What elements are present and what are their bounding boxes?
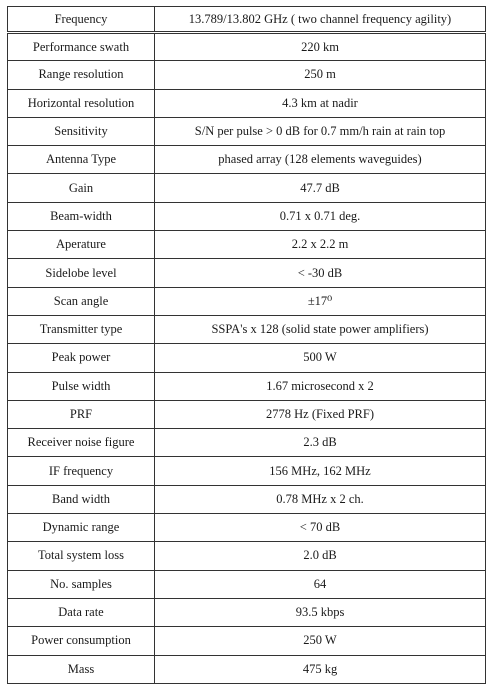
parameter-cell: Range resolution [8, 61, 155, 89]
table-row [8, 598, 486, 626]
table-row [8, 485, 486, 513]
table-row [8, 287, 486, 315]
table-row [8, 61, 486, 89]
table-row [8, 570, 486, 598]
parameter-cell: Horizontal resolution [8, 89, 155, 117]
parameter-cell: No. samples [8, 570, 155, 598]
table-row [8, 372, 486, 400]
parameter-cell: Scan angle [8, 287, 155, 315]
table-row [8, 542, 486, 570]
value-cell: 250 W [155, 627, 486, 655]
value-cell: < 70 dB [155, 514, 486, 542]
parameter-cell: Total system loss [8, 542, 155, 570]
value-cell: S/N per pulse > 0 dB for 0.7 mm/h rain at rain top [155, 117, 486, 145]
parameter-cell: Peak power [8, 344, 155, 372]
value-cell: 64 [155, 570, 486, 598]
table-row [8, 231, 486, 259]
parameter-cell: Frequency [8, 7, 155, 33]
table-row [8, 89, 486, 117]
value-cell: 2.3 dB [155, 429, 486, 457]
parameter-cell: Dynamic range [8, 514, 155, 542]
parameter-cell: Data rate [8, 598, 155, 626]
table-row [8, 259, 486, 287]
parameter-cell: Beam-width [8, 202, 155, 230]
value-cell: 93.5 kbps [155, 598, 486, 626]
value-cell: 2.2 x 2.2 m [155, 231, 486, 259]
table-row [8, 344, 486, 372]
spec-table [7, 6, 486, 684]
table-row [8, 400, 486, 428]
table-row [8, 429, 486, 457]
parameter-cell: Band width [8, 485, 155, 513]
parameter-cell: Transmitter type [8, 315, 155, 343]
parameter-cell: Sidelobe level [8, 259, 155, 287]
table-row [8, 627, 486, 655]
table-row [8, 457, 486, 485]
value-cell: 156 MHz, 162 MHz [155, 457, 486, 485]
value-cell: 500 W [155, 344, 486, 372]
value-cell: 2778 Hz (Fixed PRF) [155, 400, 486, 428]
value-cell: < -30 dB [155, 259, 486, 287]
value-cell: 475 kg [155, 655, 486, 683]
parameter-cell: Pulse width [8, 372, 155, 400]
value-cell: 250 m [155, 61, 486, 89]
parameter-cell: Aperature [8, 231, 155, 259]
parameter-cell: Sensitivity [8, 117, 155, 145]
table-row [8, 146, 486, 174]
value-cell: 13.789/13.802 GHz ( two channel frequency agility) [155, 7, 486, 33]
value-cell: 0.78 MHz x 2 ch. [155, 485, 486, 513]
table-row [8, 514, 486, 542]
header-row [8, 7, 486, 33]
value-cell: 2.0 dB [155, 542, 486, 570]
value-cell: 4.3 km at nadir [155, 89, 486, 117]
parameter-cell: PRF [8, 400, 155, 428]
value-cell: ±17⁰ [155, 287, 486, 315]
parameter-cell: Performance swath [8, 33, 155, 61]
parameter-cell: IF frequency [8, 457, 155, 485]
table-row [8, 655, 486, 683]
parameter-cell: Power consumption [8, 627, 155, 655]
table-row [8, 315, 486, 343]
value-cell: 0.71 x 0.71 deg. [155, 202, 486, 230]
parameter-cell: Gain [8, 174, 155, 202]
table-row [8, 202, 486, 230]
parameter-cell: Receiver noise figure [8, 429, 155, 457]
table-row [8, 33, 486, 61]
value-cell: phased array (128 elements waveguides) [155, 146, 486, 174]
value-cell: SSPA's x 128 (solid state power amplifiers) [155, 315, 486, 343]
table-row [8, 117, 486, 145]
value-cell: 220 km [155, 33, 486, 61]
parameter-cell: Antenna Type [8, 146, 155, 174]
value-cell: 47.7 dB [155, 174, 486, 202]
parameter-cell: Mass [8, 655, 155, 683]
value-cell: 1.67 microsecond x 2 [155, 372, 486, 400]
table-row [8, 174, 486, 202]
